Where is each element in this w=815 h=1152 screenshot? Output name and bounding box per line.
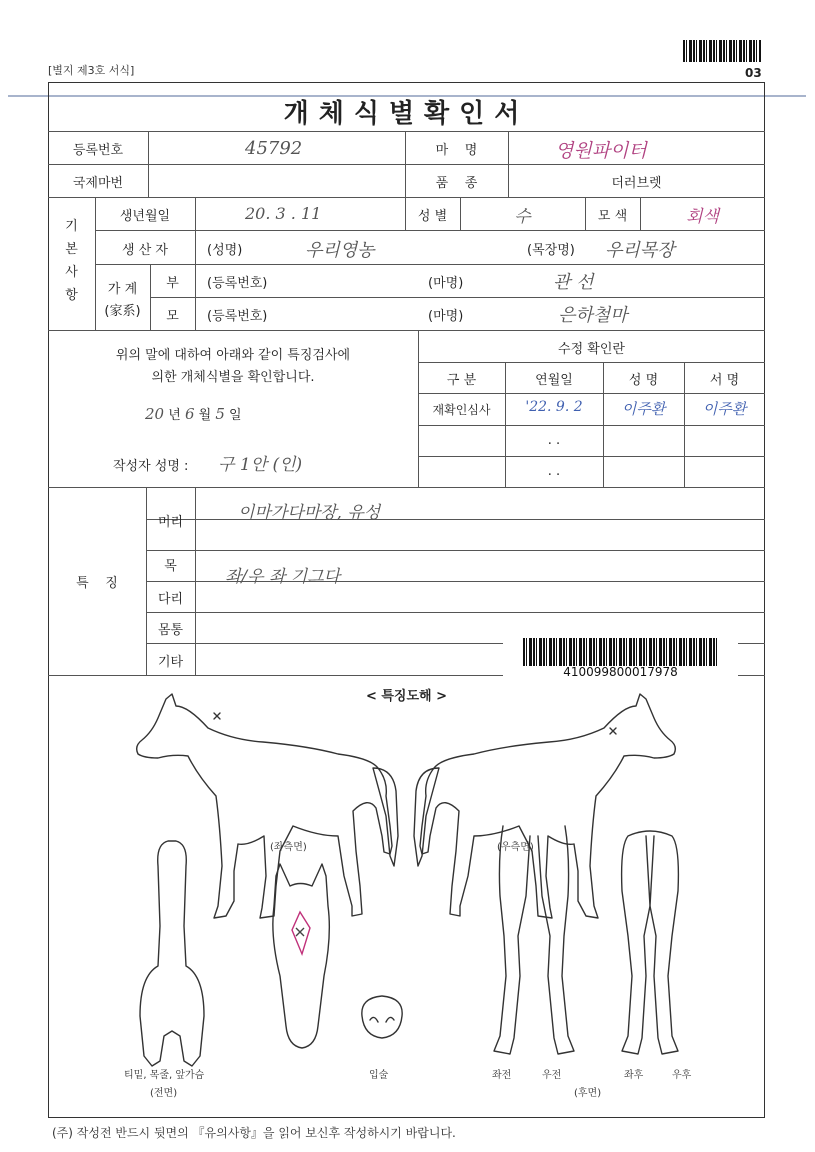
rule	[418, 456, 765, 457]
rule	[150, 297, 765, 298]
date-month-label: 월	[198, 408, 212, 423]
barcode-number: 410099800017978	[563, 665, 678, 679]
date-year-label: 년	[168, 408, 181, 423]
birth-date-label: 생년월일	[119, 209, 171, 224]
horse-front-legs-outline	[494, 826, 574, 1054]
front-view-label: (전면)	[150, 1088, 178, 1099]
top-barcode	[683, 40, 761, 62]
revision-row-name: 이주환	[621, 400, 666, 418]
rule	[48, 197, 765, 198]
sticker-barcode	[523, 638, 718, 666]
rule	[418, 393, 765, 394]
dam-reg-label: (등록번호)	[207, 309, 268, 324]
footnote: (주) 작성전 반드시 뒷면의 『유의사항』을 읽어 보신후 작성하시기 바랍니다.	[52, 1126, 456, 1140]
feature-other-label: 기타	[157, 655, 184, 670]
rule	[48, 330, 765, 331]
horse-face-outline	[273, 864, 329, 1048]
horse-name-value: 영원파이터	[555, 140, 647, 162]
revision-title: 수정 확인란	[558, 342, 625, 357]
rule	[148, 131, 149, 197]
date-day-value: 5	[215, 405, 225, 423]
revision-row-sign: 이주환	[702, 400, 747, 418]
horse-left-side-outline	[137, 694, 398, 918]
ranch-name-label: (목장명)	[527, 243, 575, 258]
horse-rear-outline	[622, 831, 679, 1054]
rule	[418, 362, 765, 363]
breed-label: 품 종	[435, 176, 478, 191]
confirm-date	[145, 404, 242, 423]
rule	[48, 164, 765, 165]
revision-header-kind: 구 분	[446, 373, 477, 388]
breed-value: 더러브렛	[611, 176, 662, 191]
revision-header-sign: 서 명	[709, 373, 740, 388]
feature-head-value: 이마가다마장, 유성	[238, 503, 381, 523]
revision-row-date: . .	[547, 464, 561, 479]
dam-name-label: (마명)	[428, 309, 464, 324]
producer-name-label: (성명)	[207, 243, 243, 258]
horse-right-side-outline	[414, 694, 675, 918]
diagram-title: < 특징도해 >	[365, 689, 448, 704]
horse-name-label: 마 명	[435, 143, 478, 158]
feature-body-label: 몸통	[157, 623, 184, 638]
document-title: 개체식별확인서	[283, 99, 530, 129]
writer-label: 작성자 성명 :	[113, 459, 189, 474]
muzzle-caption: 입술	[369, 1070, 389, 1081]
left-side-caption: (좌측면)	[270, 842, 307, 853]
birth-date-value: 20. 3 . 11	[245, 204, 322, 223]
rule	[146, 612, 765, 613]
confirm-text-line1: 위의 말에 대하여 아래와 같이 특징검사에	[115, 348, 351, 363]
sticker-label	[503, 632, 738, 682]
right-front-caption: 우전	[542, 1070, 562, 1081]
writer-value: 구 1안 (인)	[218, 455, 303, 475]
right-side-caption: (우측면)	[497, 842, 534, 853]
right-hind-caption: 우후	[672, 1070, 692, 1081]
feature-head-label: 머리	[157, 515, 184, 530]
sire-label: 부	[166, 276, 179, 291]
producer-label: 생 산 자	[122, 243, 168, 258]
intl-no-label: 국제마번	[72, 176, 124, 191]
front-chest-caption: 티밑, 목줄, 앞가슴	[124, 1070, 205, 1081]
left-hind-caption: 좌후	[624, 1070, 644, 1081]
revision-header-date: 연월일	[535, 373, 573, 388]
feature-neck-label: 목	[164, 559, 177, 574]
rule	[195, 197, 196, 330]
coat-color-label: 모 색	[597, 209, 628, 224]
reg-no-value: 45792	[245, 138, 303, 159]
date-year-value: 20	[145, 405, 165, 423]
ranch-name-value: 우리목장	[605, 240, 675, 261]
rule	[418, 425, 765, 426]
left-front-caption: 좌전	[492, 1070, 512, 1081]
sire-name-label: (마명)	[428, 276, 464, 291]
form-number-label: [별지 제3호 서식]	[48, 64, 135, 77]
date-month-value: 6	[184, 405, 195, 423]
revision-row-date: . .	[547, 433, 561, 448]
page-code: 03	[745, 66, 762, 80]
rule	[48, 487, 765, 488]
rule	[146, 550, 765, 551]
reg-no-label: 등록번호	[72, 143, 124, 158]
revision-row-date: '22. 9. 2	[525, 399, 583, 415]
revision-row-kind: 재확인심사	[432, 403, 491, 417]
coat-color-value: 회색	[686, 207, 719, 227]
pedigree-label: 가 계	[107, 282, 138, 297]
rule	[48, 131, 765, 132]
horse-front-chest-outline	[140, 841, 204, 1066]
sire-name-value: 관 선	[553, 272, 594, 293]
horse-diagram	[48, 676, 765, 1116]
horse-muzzle-outline	[362, 996, 402, 1038]
sex-label: 성 별	[417, 209, 448, 224]
basic-section-label: 기 본 사 항	[65, 219, 78, 303]
revision-header-name: 성 명	[628, 373, 659, 388]
pedigree-hanja-label: (家系)	[104, 304, 141, 319]
dam-label: 모	[166, 309, 179, 324]
marking-blaze	[292, 912, 310, 954]
producer-name-value: 우리영농	[305, 240, 375, 261]
features-section-label: 특 징	[76, 576, 118, 591]
feature-legs-label: 다리	[157, 592, 184, 607]
dam-name-value: 은하철마	[558, 305, 628, 326]
rule	[195, 487, 196, 675]
date-day-label: 일	[229, 408, 242, 423]
rear-view-label: (후면)	[574, 1088, 602, 1099]
sex-value: 수	[514, 207, 531, 227]
confirm-text-line2: 의한 개체식별을 확인합니다.	[151, 370, 315, 385]
sire-reg-label: (등록번호)	[207, 276, 268, 291]
feature-legs-value: 좌/우 좌 기그다	[225, 567, 341, 587]
